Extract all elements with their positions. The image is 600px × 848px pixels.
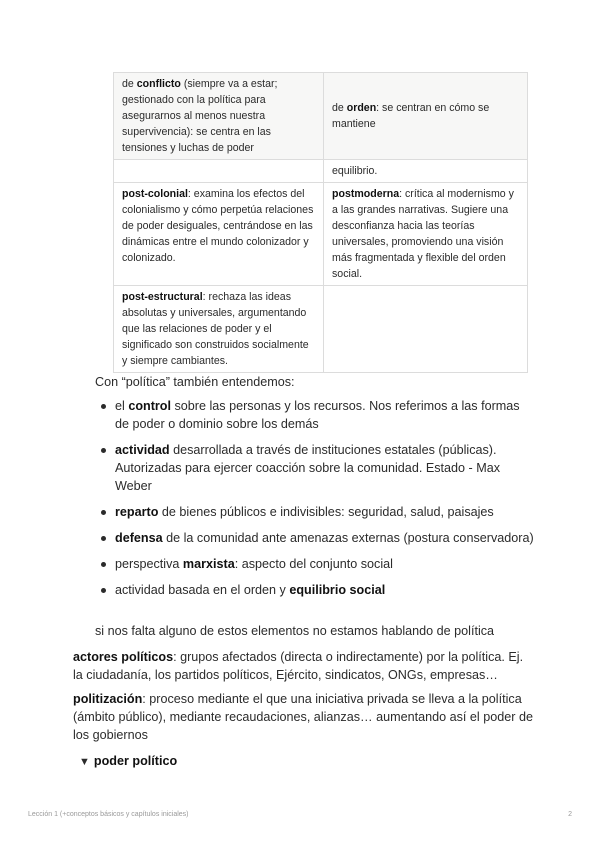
cell-equilibrio: equilibrio. — [324, 160, 528, 183]
list-item: actividad desarrollada a través de instituciones estatales (públicas). Autorizadas para ejercer coacción sobre la comunidad. Estado - Max Weber — [97, 441, 537, 495]
list-item: actividad basada en el orden y equilibrio social — [97, 581, 537, 599]
bullet-icon — [101, 404, 106, 409]
theories-table — [113, 72, 528, 373]
cell-post-colonial: post-colonial: examina los efectos del colonialismo y cómo perpetúa relaciones de poder desiguales, centrándose en las dinámicas entre el mundo colonizador y colonizado. — [114, 183, 324, 286]
note-text: si nos falta alguno de estos elementos no estamos hablando de política — [95, 624, 495, 638]
page-number: 2 — [568, 811, 572, 818]
footer-title: Lección 1 (+conceptos básicos y capítulos iniciales) — [28, 811, 189, 818]
bullet-icon — [101, 588, 106, 593]
intro-text: Con “política” también entendemos: — [95, 375, 295, 389]
politizacion-paragraph: politización: proceso mediante el que una iniciativa privada se lleva a la política (ámbito público), mediante recaudaciones, alianzas… aumentando así el poder de los gobiernos — [73, 692, 533, 742]
bullet-icon — [101, 510, 106, 515]
cell-empty — [114, 160, 324, 183]
cell-postmoderna: postmoderna: crítica al modernismo y a las grandes narrativas. Sugiere una desconfianza hacia las teorías universales, promoviendo una visión más fragmentada y flexible del orden social. — [324, 183, 528, 286]
list-item: perspectiva marxista: aspecto del conjunto social — [97, 555, 537, 573]
cell-post-estructural: post-estructural: rechaza las ideas absolutas y universales, argumentando que las relaciones de poder y el significado son construidos socialmente y siempre cambiantes. — [114, 286, 324, 373]
poder-politico-toggle[interactable] — [79, 752, 177, 771]
actores-paragraph: actores políticos: grupos afectados (directa o indirectamente) por la política. Ej. la ciudadanía, los partidos políticos, Ejército, sindicatos, ONGs, empresas… — [73, 650, 524, 682]
cell-empty — [324, 286, 528, 373]
toggle-label: poder político — [93, 754, 178, 768]
bullet-icon — [101, 448, 106, 453]
list-item: el control sobre las personas y los recursos. Nos referimos a las formas de poder o dominio sobre los demás — [97, 397, 537, 433]
bullet-icon — [101, 562, 106, 567]
cell-conflicto: de conflicto (siempre va a estar; gestionado con la política para asegurarnos al menos nuestra supervivencia): se centra en las tensiones y luchas de poder — [114, 73, 324, 160]
politics-list — [97, 397, 537, 607]
cell-orden: de orden: se centran en cómo se mantiene — [324, 73, 528, 160]
triangle-down-icon[interactable]: ▼ — [79, 756, 90, 768]
bullet-icon — [101, 536, 106, 541]
list-item: defensa de la comunidad ante amenazas externas (postura conservadora) — [97, 529, 537, 547]
list-item: reparto de bienes públicos e indivisibles: seguridad, salud, paisajes — [97, 503, 537, 521]
